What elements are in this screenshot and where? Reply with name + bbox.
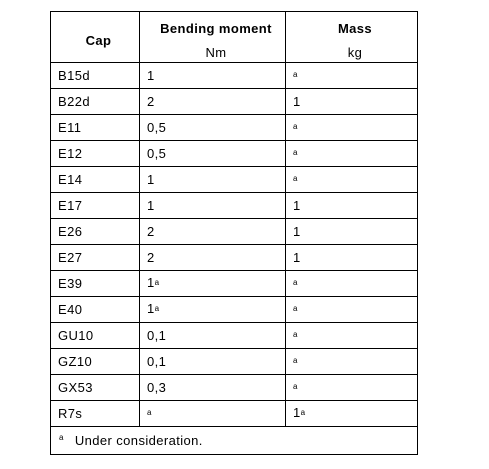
mass-value: 1 bbox=[293, 197, 301, 213]
bending-moment-footnote-mark: a bbox=[154, 277, 160, 287]
cap-cell: R7s bbox=[51, 401, 140, 427]
bending-moment-value: 2 bbox=[147, 249, 155, 265]
mass-cell bbox=[286, 401, 418, 427]
mass-cell bbox=[286, 245, 418, 271]
table-row bbox=[51, 297, 418, 323]
bending-moment-cell bbox=[140, 375, 286, 401]
mass-footnote-mark: a bbox=[293, 147, 298, 157]
bending-moment-cell bbox=[140, 63, 286, 89]
bending-moment-value: 1 bbox=[147, 67, 155, 83]
mass-footnote-mark: a bbox=[293, 303, 298, 313]
mass-footnote-mark: a bbox=[293, 329, 298, 339]
mass-cell bbox=[286, 193, 418, 219]
mass-footnote-mark: a bbox=[293, 69, 298, 79]
cap-cell: E14 bbox=[51, 167, 140, 193]
mass-footnote-mark: a bbox=[293, 381, 298, 391]
header-cap bbox=[51, 12, 140, 63]
mass-footnote-mark: a bbox=[293, 277, 298, 287]
mass-footnote-mark: a bbox=[293, 173, 298, 183]
mass-cell bbox=[286, 141, 418, 167]
bending-moment-value: 0,5 bbox=[147, 145, 167, 161]
bending-moment-cell bbox=[140, 401, 286, 427]
bending-moment-cell bbox=[140, 115, 286, 141]
mass-cell bbox=[286, 63, 418, 89]
mass-footnote-mark: a bbox=[300, 407, 306, 417]
bending-moment-footnote-mark: a bbox=[154, 303, 160, 313]
table-row bbox=[51, 89, 418, 115]
bending-moment-cell bbox=[140, 141, 286, 167]
mass-footnote-mark: a bbox=[293, 355, 298, 365]
table-row bbox=[51, 167, 418, 193]
bending-moment-cell bbox=[140, 219, 286, 245]
mass-cell bbox=[286, 375, 418, 401]
bending-moment-value: 1 bbox=[147, 171, 155, 187]
header-row bbox=[51, 12, 418, 63]
header-mass-label: Mass bbox=[337, 21, 373, 36]
mass-value: 1 bbox=[293, 93, 301, 109]
bending-moment-cell bbox=[140, 349, 286, 375]
mass-cell bbox=[286, 271, 418, 297]
cap-cell: B22d bbox=[51, 89, 140, 115]
table-row bbox=[51, 271, 418, 297]
cap-cell: E26 bbox=[51, 219, 140, 245]
mass-cell bbox=[286, 349, 418, 375]
header-bending-label: Bending moment bbox=[160, 21, 272, 36]
cap-cell: GX53 bbox=[51, 375, 140, 401]
bending-moment-value: 0,1 bbox=[147, 327, 167, 343]
mass-cell bbox=[286, 167, 418, 193]
header-bending-moment bbox=[140, 12, 286, 63]
header-cap-label: Cap bbox=[85, 33, 112, 48]
cap-cell: E11 bbox=[51, 115, 140, 141]
mass-cell bbox=[286, 89, 418, 115]
cap-table bbox=[50, 11, 418, 455]
mass-cell bbox=[286, 323, 418, 349]
mass-value: 1 bbox=[293, 249, 301, 265]
table-row bbox=[51, 141, 418, 167]
header-mass-unit: kg bbox=[347, 45, 363, 60]
mass-footnote-mark: a bbox=[293, 121, 298, 131]
cap-cell: E27 bbox=[51, 245, 140, 271]
bending-moment-value: 0,5 bbox=[147, 119, 167, 135]
cap-cell: GU10 bbox=[51, 323, 140, 349]
cap-cell: B15d bbox=[51, 63, 140, 89]
bending-moment-value: 1 bbox=[147, 197, 155, 213]
footnote-mark: a bbox=[59, 433, 64, 442]
mass-cell bbox=[286, 297, 418, 323]
bending-moment-value: 1 bbox=[147, 274, 155, 290]
cap-cell: E17 bbox=[51, 193, 140, 219]
bending-moment-cell bbox=[140, 89, 286, 115]
bending-moment-cell bbox=[140, 297, 286, 323]
table-row bbox=[51, 323, 418, 349]
table-row bbox=[51, 193, 418, 219]
mass-value: 1 bbox=[293, 223, 301, 239]
table-row bbox=[51, 219, 418, 245]
cap-cell: E40 bbox=[51, 297, 140, 323]
bending-moment-value: 1 bbox=[147, 300, 155, 316]
bending-moment-cell bbox=[140, 193, 286, 219]
bending-moment-footnote-mark: a bbox=[147, 407, 152, 417]
table-row bbox=[51, 115, 418, 141]
mass-cell bbox=[286, 219, 418, 245]
table-row bbox=[51, 245, 418, 271]
bending-moment-value: 2 bbox=[147, 93, 155, 109]
table-body bbox=[51, 63, 418, 427]
bending-moment-cell bbox=[140, 245, 286, 271]
header-mass bbox=[286, 12, 418, 63]
table-row bbox=[51, 401, 418, 427]
bending-moment-value: 0,3 bbox=[147, 379, 167, 395]
cap-cell: E12 bbox=[51, 141, 140, 167]
footnote-cell bbox=[51, 427, 418, 455]
table-row bbox=[51, 349, 418, 375]
mass-value: 1 bbox=[293, 404, 301, 420]
table-row bbox=[51, 63, 418, 89]
cap-cell: GZ10 bbox=[51, 349, 140, 375]
footnote-text: Under consideration. bbox=[74, 433, 203, 448]
footnote-row bbox=[51, 427, 418, 455]
table-row bbox=[51, 375, 418, 401]
cap-cell: E39 bbox=[51, 271, 140, 297]
bending-moment-cell bbox=[140, 323, 286, 349]
mass-cell bbox=[286, 115, 418, 141]
bending-moment-value: 0,1 bbox=[147, 353, 167, 369]
header-bending-unit: Nm bbox=[205, 45, 227, 60]
bending-moment-value: 2 bbox=[147, 223, 155, 239]
bending-moment-cell bbox=[140, 167, 286, 193]
bending-moment-cell bbox=[140, 271, 286, 297]
